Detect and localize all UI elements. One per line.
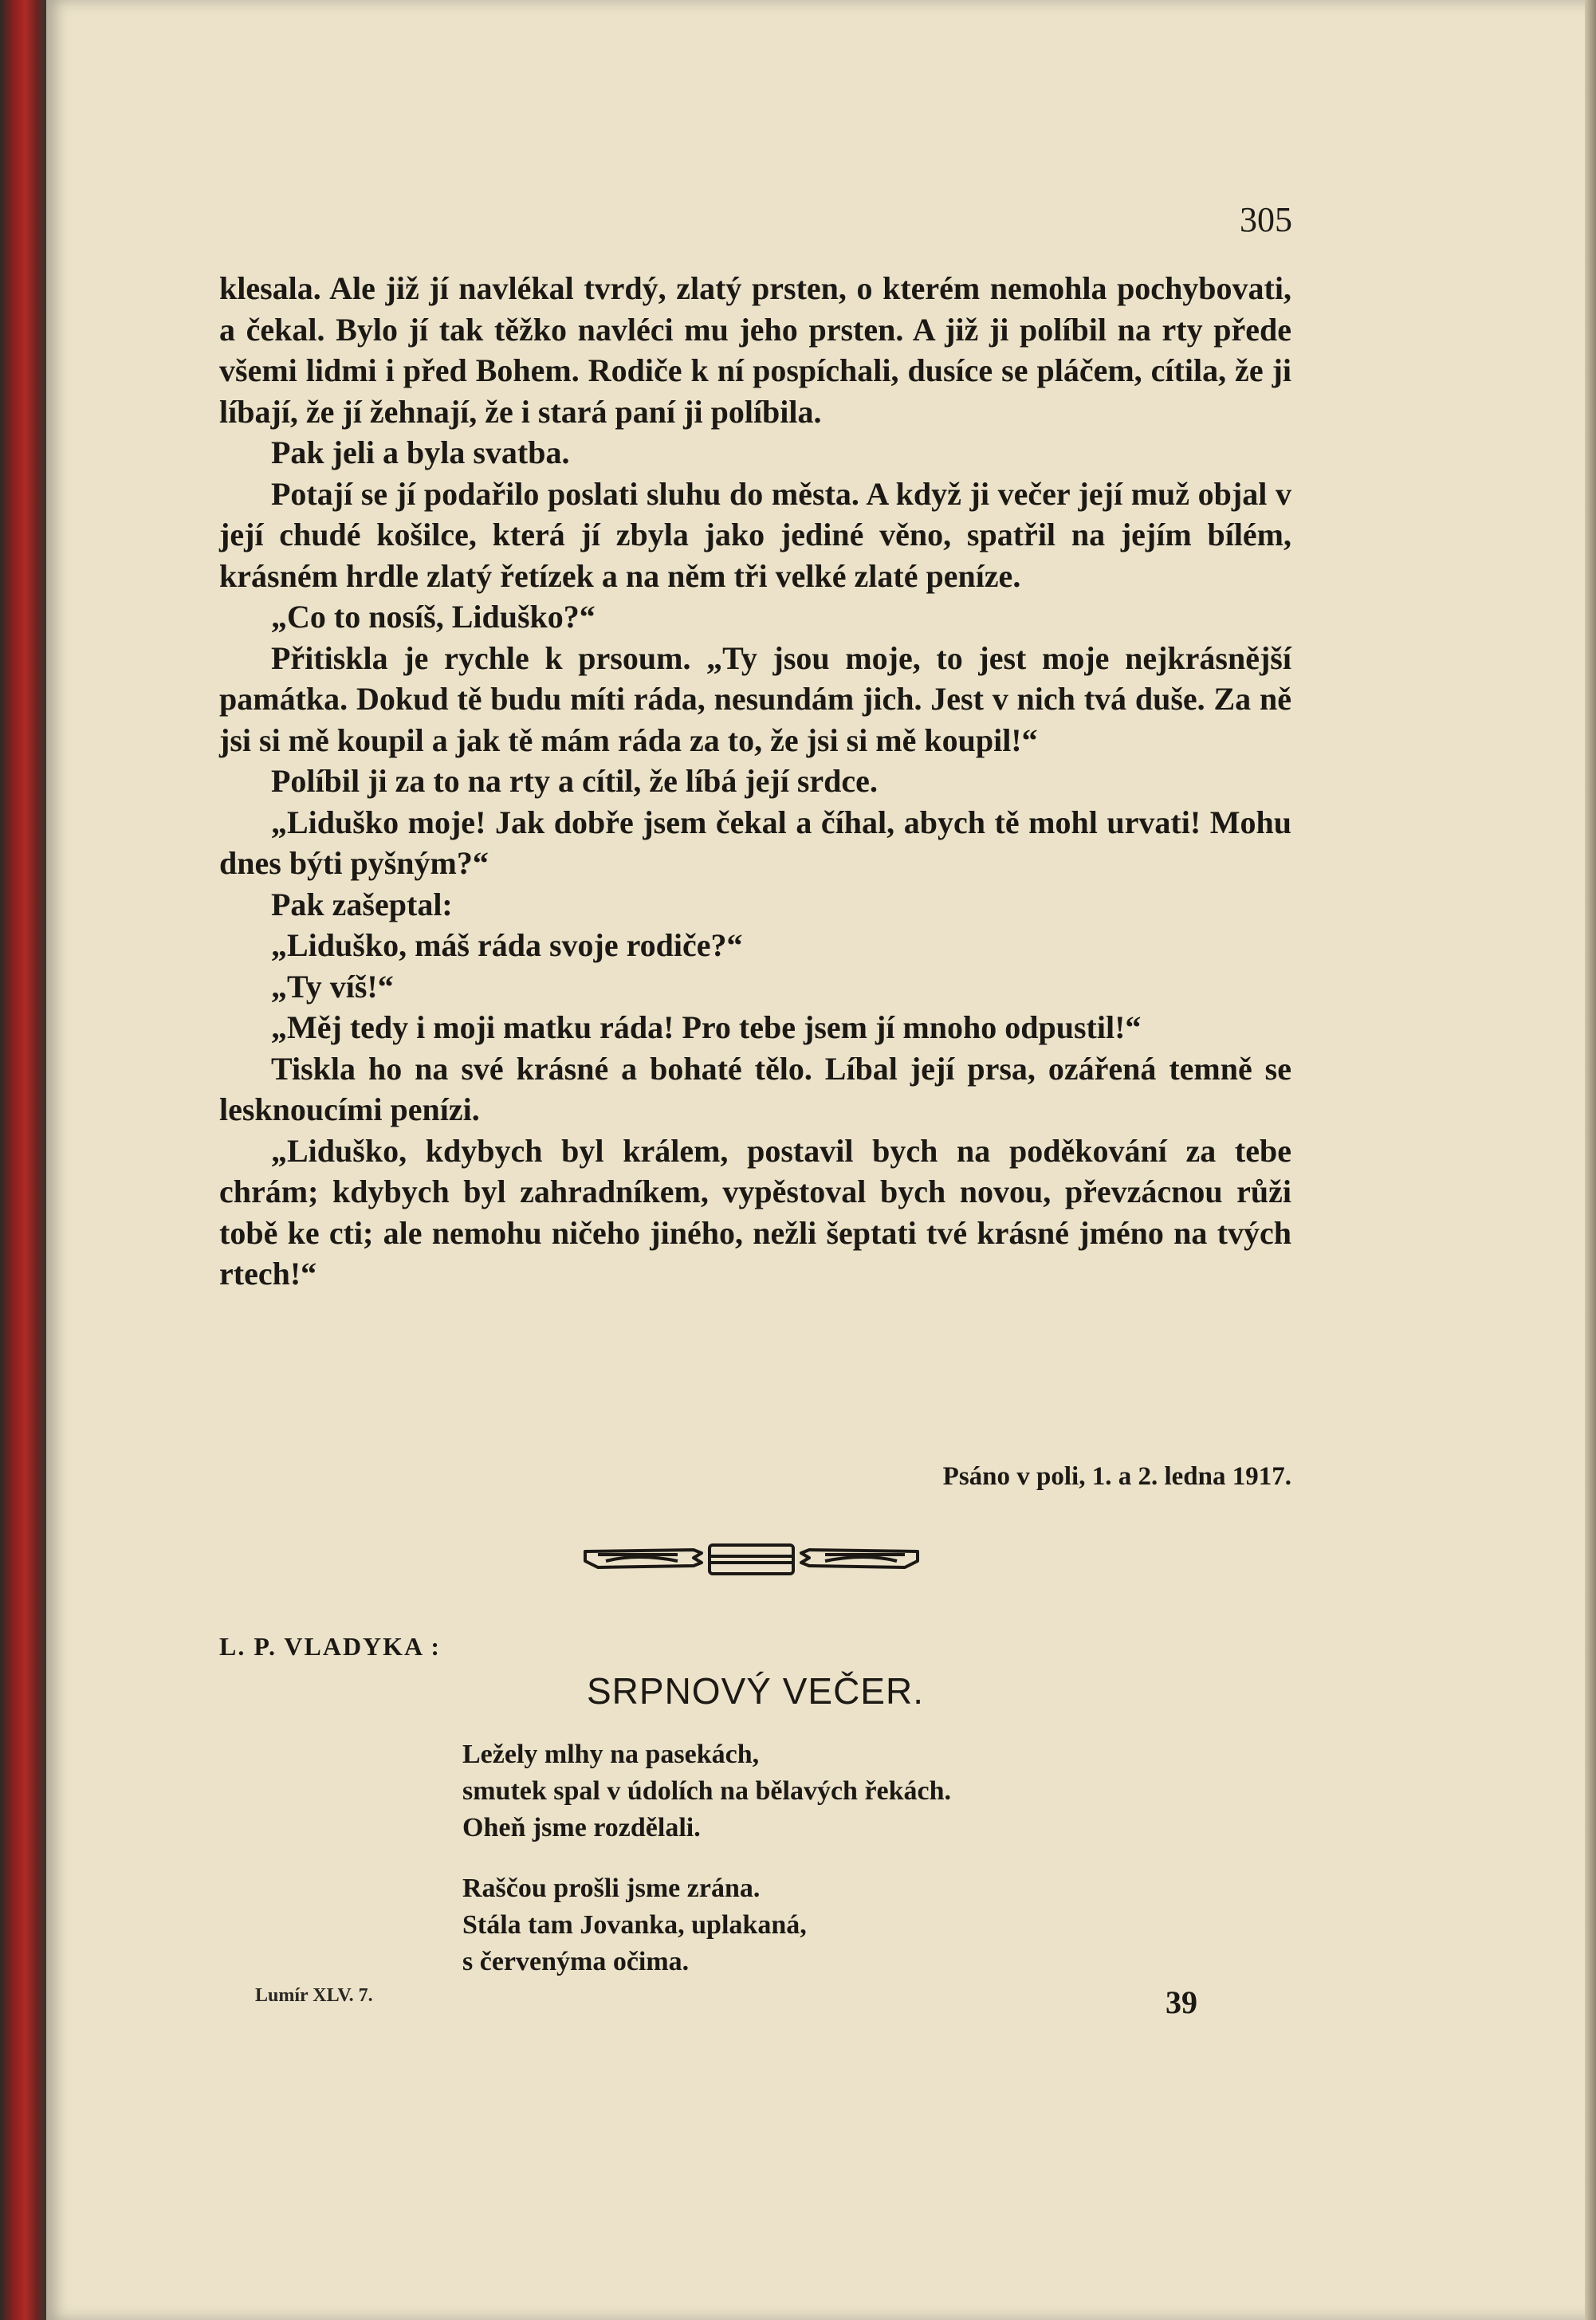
poem-line: s červenýma očima. (462, 1947, 690, 1976)
paragraph: Políbil ji za to na rty a cítil, že líbá její srdce. (271, 763, 878, 799)
paragraph: „Liduško, kdybych byl králem, postavil bych na poděkování za tebe chrám; kdybych byl zahradníkem, vypěstoval bych novou, převzácnou růži tobě ke cti; ale nemohu ničeho jiného, nežli šeptati tvé krásné jméno na tvých rtech!“ (219, 1132, 1291, 1292)
poem-line: Ležely mlhy na pasekách, (462, 1740, 760, 1769)
poem-line: smutek spal v údolích na bělavých řekách. (462, 1776, 952, 1806)
paragraph: „Liduško moje! Jak dobře jsem čekal a číhal, abych tě mohl urvati! Mohu dnes býti pyšným?“ (219, 804, 1291, 881)
ornament-divider-icon (582, 1537, 921, 1582)
paragraph: „Co to nosíš, Liduško?“ (271, 599, 596, 635)
poem (462, 1736, 951, 2004)
sheet-number: 39 (1166, 1984, 1197, 2020)
stanza (462, 1870, 951, 1980)
paragraph: „Liduško, máš ráda svoje rodiče?“ (271, 927, 743, 963)
stanza (462, 1736, 951, 1846)
signature-line: Psáno v poli, 1. a 2. ledna 1917. (942, 1462, 1291, 1491)
page-number: 305 (1240, 200, 1292, 239)
book-spine (0, 0, 46, 2320)
page-edge (1585, 0, 1596, 2320)
story-text (219, 268, 1291, 1295)
signature-mark: Lumír XLV. 7. (255, 1985, 373, 2006)
paragraph: Pak jeli a byla svatba. (271, 435, 570, 470)
paragraph: klesala. Ale již jí navlékal tvrdý, zlatý prsten, o kterém nemohla pochybovati, a čekal. Bylo jí tak těžko navléci mu jeho prsten. A již ji políbil na rty přede všemi lidmi i před Bohem. Rodiče k ní pospíchali, dusíce se pláčem, cítila, že ji líbají, že jí žehnají, že i stará paní ji políbila. (219, 270, 1291, 430)
poem-line: Oheň jsme rozdělali. (462, 1813, 701, 1842)
paragraph: Tiskla ho na své krásné a bohaté tělo. Líbal její prsa, ozářená temně se lesknoucími penízi. (219, 1050, 1291, 1127)
paragraph: Pak zašeptal: (271, 886, 453, 922)
paragraph: „Ty víš!“ (271, 968, 394, 1005)
poem-title: SRPNOVÝ VEČER. (587, 1670, 924, 1712)
paragraph: Přitiskla je rychle k prsoum. „Ty jsou moje, to jest moje nejkrásnější památka. Dokud tě budu míti ráda, nesundám jich. Jest v nich tvá duše. Za ně jsi si mě koupil a jak tě mám ráda za to, že jsi si mě koupil!“ (219, 639, 1291, 758)
poem-author: L. P. VLADYKA : (219, 1632, 442, 1661)
poem-line: Stála tam Jovanka, uplakaná, (462, 1910, 807, 1940)
paragraph: Potají se jí podařilo poslati sluhu do města. A když ji večer její muž objal v její chudé košilce, která jí zbyla jako jediné věno, spatřil na jejím bílém, krásném hrdle zlatý řetízek a na něm tři velké zlaté peníze. (219, 475, 1291, 594)
poem-line: Raščou prošli jsme zrána. (462, 1874, 761, 1903)
paragraph: „Měj tedy i moji matku ráda! Pro tebe jsem jí mnoho odpustil!“ (271, 1009, 1142, 1045)
